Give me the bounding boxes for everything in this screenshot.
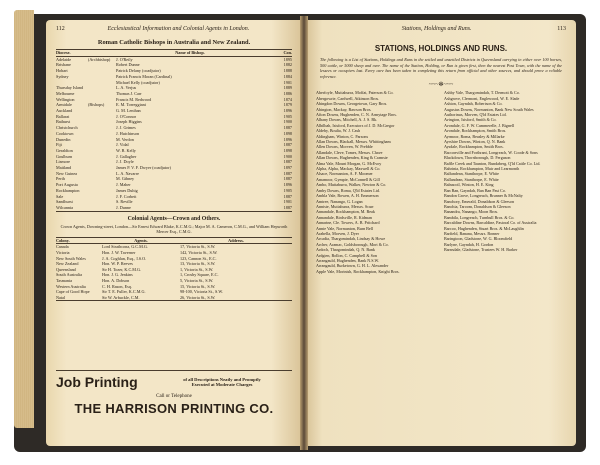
bishop-name: L. A. Verjus: [116, 85, 137, 91]
bishops-header-row: [56, 50, 292, 57]
bishop-name: James Duhig: [116, 187, 138, 193]
bishop-name: L. A. Navarre: [116, 170, 140, 176]
station-entry: Ballandean, Stanthorpe, E. White: [444, 176, 499, 182]
ad-detail-1: of all Descriptions Neatly and Promptly: [183, 377, 261, 382]
bishop-diocese: Dunedin: [56, 136, 71, 142]
colony-agent: Hon. W. P. Reeves: [102, 261, 133, 267]
station-entry: Arrangauld, Burketown, G. H. L. Alexander: [316, 263, 389, 269]
right-running-head-text: Stations, Holdings and Runs.: [401, 26, 472, 32]
right-running-head: [306, 20, 576, 32]
station-entry: Ban Ban, Gayndah, Ban Ban Past Co.: [444, 187, 506, 193]
header-agents: Agents.: [134, 237, 148, 243]
station-entry: Ashby Vale, Thargomindah, T. Dermott & Co.: [444, 90, 520, 96]
printing-advert: [56, 370, 292, 446]
station-entry: Baffle Creek and Taunton, Bundaberg, Q'ld Cattle Co. Ltd.: [444, 160, 541, 166]
colony-address: 1, Victoria St., S.W.: [180, 266, 214, 272]
station-entry: Ayrmoor, Roma, Beasley & Millarke: [444, 133, 505, 139]
station-entry: Annarine, Cle. Towers, A. B. Pritchard: [316, 220, 380, 226]
station-entry: Ayrshire Downs, Winton, Q. N. Bank: [444, 139, 506, 145]
station-entry: Annie Vale, Normanton, Burn Bell: [316, 225, 373, 231]
bishop-diocese: Auckland: [56, 108, 73, 114]
colonial-rows: [56, 244, 292, 300]
bishop-name: Thomas J. Carr: [116, 90, 142, 96]
colony-agent: J. A. Coghlan, Esq., I.S.O.: [102, 255, 147, 261]
station-entry: Ashton, Gayndah, Robertson & Co.: [444, 101, 503, 107]
left-running-head-text: Ecclesiastical Information and Colonial Agents in London.: [107, 26, 250, 32]
bishop-year: 1887: [283, 193, 292, 199]
bishop-diocese: New Guinea: [56, 170, 78, 176]
bishop-year: 1874: [283, 96, 292, 102]
colony-agent: Hon. J. W. Taverner: [102, 250, 136, 256]
station-entry: Bambila, Longreach, Turnbull Bros. & Co.: [444, 214, 515, 220]
bishop-name: M. Verdon: [116, 136, 134, 142]
bishop-year: 1905: [283, 113, 292, 119]
colony-address: 98-100, Victoria St., S.W.: [180, 289, 224, 295]
station-entry: Allandale, Cleve, Tomes, Messrs. Chave: [316, 149, 383, 155]
bishop-diocese: Sydney: [56, 73, 69, 79]
bishop-name: J. F. Corbett: [116, 193, 137, 199]
bishop-name: Robert Dunne: [116, 62, 140, 68]
station-entry: Aldeby, Boulia, W. J. Cash: [316, 128, 361, 134]
header-con: Con.: [283, 50, 292, 55]
station-entry: Ardoch, Thargomindah, Q. N. Bank: [316, 247, 375, 253]
station-entry: Barfield, Banana, Messrs. Bonner: [444, 230, 500, 236]
station-entry: Aberfoyle, Muttaburra, Moffat, Paterson & Co.: [316, 90, 394, 96]
bishop-name: S. Reville: [116, 199, 133, 205]
bishop-year: 1905: [283, 187, 292, 193]
ad-call: Call or Telephone: [156, 394, 192, 399]
bishop-name: J. O'Reily: [116, 56, 133, 62]
station-entry: Amamoor, Gympie, McConnell & Gill: [316, 176, 380, 182]
bishop-year: 1900: [283, 119, 292, 125]
station-entry: Blackdown, Thornborough, D. Ferguson: [444, 155, 511, 161]
station-entry: Ashgrove, Clermont, Englewood, W. E. Slade: [444, 95, 520, 101]
header-bishop: Name of Bishop.: [175, 50, 205, 55]
bishop-name: J. J. Grimes: [116, 125, 136, 131]
bishops-table: [56, 49, 292, 212]
bishop-diocese: Sale: [56, 193, 64, 199]
station-entry: Albilbah, Isisford, Executors of J. D. McGregor: [316, 122, 395, 128]
station-entry: Banchory, Emerald, Donaldson & Gleeson: [444, 198, 514, 204]
station-entry: Banandra, Nanango, Moon Bros.: [444, 209, 499, 215]
bishop-diocese: Bathurst: [56, 119, 71, 125]
bishop-year: 1887: [283, 170, 292, 176]
colonial-header-row: [56, 238, 292, 245]
bishop-diocese: Lismore: [56, 159, 70, 165]
bishop-year: 1887: [283, 142, 292, 148]
colony-address: 123, Cannon St., E.C.: [180, 255, 217, 261]
station-entry: Banchia, Taroom, Donaldson & Gleeson: [444, 203, 511, 209]
colonial-intro: Crown Agents, Downing-street, London—Sir Ernest Edward Blake, K.C.M.G.; Major M. A. Cameron, C.M.G., and William Hepworth Mercer Esq., C.M.G.: [60, 223, 288, 235]
bishop-name: J. Vidal: [116, 142, 129, 148]
station-entry: Amtree, Nanango, G. Logan: [316, 198, 363, 204]
station-entry: Apple Vale, Morinish, Rockhampton, Knight Bros.: [316, 268, 400, 274]
colony-agent: Hon. A. Dobson: [102, 278, 130, 284]
bishop-name: J. Hutchinson: [116, 130, 140, 136]
bishop-diocese: Port Augusta: [56, 182, 78, 188]
colony-name: Tasmania: [56, 278, 72, 284]
bishop-year: 1886: [283, 90, 292, 96]
colony-name: Natal: [56, 294, 66, 300]
bishop-year: 1888: [283, 68, 292, 74]
colony-address: 15, Victoria St., S.W.: [180, 283, 216, 289]
station-entry: Annandale, Rockhampton, M. Beak: [316, 209, 375, 215]
bishop-diocese: Armidale: [56, 102, 72, 108]
station-entry: Avondale, Rockhampton, Smith Bros.: [444, 128, 507, 134]
colony-address: 142, Victoria St., S.W.: [180, 250, 218, 256]
colony-address: 17, Victoria St., S.W.: [180, 244, 216, 250]
colony-name: Victoria: [56, 250, 70, 256]
stations-left-column: [316, 90, 438, 274]
bishop-diocese: Ballarat: [56, 113, 70, 119]
colony-name: Cape of Good Hope: [56, 289, 90, 295]
bishop-name: M. Gibney: [116, 176, 135, 182]
stations-right-column: [444, 90, 566, 274]
bishop-year: 1889: [283, 85, 292, 91]
colony-name: South Australia: [56, 272, 82, 278]
colonial-title: Colonial Agents—Crown and Others.: [127, 215, 221, 222]
station-entry: Bacconville and Forthrant, Longreach, W. Coode & Sons: [444, 149, 538, 155]
ad-detail-2: Executed at Moderate Charges: [191, 382, 253, 387]
bishop-name: James P. V. F. Dwyer (coadjutor): [116, 165, 171, 171]
colony-name: Western Australia: [56, 283, 86, 289]
header-colony: Colony.: [56, 237, 70, 243]
station-entry: Allan Downs, Blackall, Messrs. Whittingham: [316, 139, 391, 145]
station-entry: Barcaldine Downs, Barcaldine, Pastoral Co. of Australia: [444, 220, 537, 226]
bishop-year: 1898: [283, 130, 292, 136]
station-entry: Aysdale, Rockhampton, Smith Bros.: [444, 144, 504, 150]
bishop-year: 1901: [283, 199, 292, 205]
stations-title: STATIONS, HOLDINGS AND RUNS.: [374, 44, 508, 53]
bishop-year: 1887: [283, 204, 292, 210]
station-entry: Anniste, Muttaburra, Messrs. Scurr: [316, 203, 374, 209]
station-entry: Bandon Grove, Longreach, Brunner & McNalty: [444, 193, 523, 199]
bishop-year: 1897: [283, 165, 292, 171]
colonial-row: [56, 295, 292, 301]
bishop-name: G. M. Lenihan: [116, 108, 141, 114]
bishop-name: J. Dunne: [116, 204, 131, 210]
bishop-diocese: Rockhampton: [56, 187, 80, 193]
bishop-name: W. B. Kelly: [116, 147, 136, 153]
colony-agent: Sir T. E. Fuller, K.C.M.G.: [102, 289, 146, 295]
bishop-diocese: Cooktown: [56, 130, 74, 136]
bishop-year: 1896: [283, 136, 292, 142]
station-entry: Afton Downs, Hughenden, C. N. Armytage Bros.: [316, 112, 397, 117]
bishop-name: E. M. Torreggiani: [116, 102, 146, 108]
colony-agent: Sir H. Tozer, K.C.M.G.: [102, 266, 142, 272]
bishop-year: 1896: [283, 182, 292, 188]
bishop-name: J. J. Doyle: [116, 159, 134, 165]
bishop-diocese: Thursday Island: [56, 85, 84, 91]
station-entry: Arabella, Morven, J. Dyer: [316, 230, 359, 236]
colony-address: 13, Victoria St., S.W.: [180, 261, 216, 267]
station-entry: Alma Vale, Mount Morgan, G. McEvoy: [316, 160, 382, 166]
station-entry: Aldingham, Winton, C. Parsons: [316, 133, 369, 139]
stations-columns: [306, 90, 576, 274]
bishop-diocese: Melbourne: [56, 90, 75, 96]
bishop-name: Joseph Higgins: [116, 119, 142, 125]
station-entry: Abington, Mackay, Bawson Bros.: [316, 106, 372, 112]
station-entry: Augustus Downs, Normanton, Bank New South Wales: [444, 106, 534, 112]
bishop-year: 1896: [283, 108, 292, 114]
bishops-title: Roman Catholic Bishops in Australia and New Zealand.: [97, 39, 251, 46]
station-entry: Abergowrie, Cardwell, Atkinson Bros.: [316, 95, 380, 101]
colony-agent: Lord Strathcona, G.C.M.G.: [102, 244, 148, 250]
bishop-rank: (Archbishop): [88, 56, 111, 62]
bishop-name: Patrick Francis Moran (Cardinal): [116, 73, 172, 79]
station-entry: Balfandean, Stanthorpe, E. White: [444, 171, 499, 177]
right-page: [306, 20, 576, 446]
colony-name: Queensland: [56, 266, 76, 272]
bishop-diocese: Perth: [56, 176, 65, 182]
left-page: [46, 20, 302, 446]
bishop-name: J. Gallagher: [116, 153, 137, 159]
bishop-year: 1887: [283, 125, 292, 131]
station-entry: Albany Downs, Mitchell, A. J. S. Bk.: [316, 117, 378, 123]
station-entry: Bahrinia, Rockhampton, Muir and Learmonth: [444, 166, 520, 172]
station-entry: Ambo, Muttaburra, Walker, Newton & Co.: [316, 182, 387, 188]
station-entry: Avington, Isisford, Smith & Co.: [444, 117, 497, 123]
colony-agent: C. H. Rason, Esq.: [102, 283, 132, 289]
header-diocese: Diocese.: [56, 50, 71, 55]
bishop-diocese: Hobart: [56, 68, 68, 74]
station-entry: Annandale, Birdsville, R. Kidman: [316, 214, 372, 220]
station-entry: Arrangauld, Hughenden, Bank N.S.W.: [316, 257, 380, 263]
colony-name: New Zealand: [56, 261, 79, 267]
right-page-number: 113: [557, 26, 566, 32]
bishop-rank: (Bishops): [88, 102, 105, 108]
station-entry: Balnacoil, Winton, H. E. King: [444, 182, 494, 188]
station-entry: Baringtoon, Gladstone, W. G. Bloomfield: [444, 236, 513, 242]
colony-agent: Sir W. Arbuckle, C.M.: [102, 294, 140, 300]
station-entry: Amby Downs, Roma, Q'ld Estates Ltd.: [316, 187, 380, 193]
ad-headline: Job Printing: [56, 374, 138, 390]
bishop-name: Michael Kelly (coadjutor): [116, 79, 160, 85]
ornament-divider: ~~~✻~~~: [428, 82, 454, 89]
left-running-head: [46, 20, 302, 32]
ad-company: THE HARRISON PRINTING CO.: [74, 401, 274, 416]
station-entry: Allen Downs, Morven, W. Prebble: [316, 144, 373, 150]
colony-name: Canada: [56, 244, 69, 250]
bishop-year: 1898: [283, 147, 292, 153]
bishop-year: 1879: [283, 102, 292, 108]
station-entry: Authorinus, Morven, Q'ld Estates Ltd.: [444, 112, 507, 117]
station-entry: Ardgien, Bollon, C. Campbell & Son: [316, 252, 377, 258]
bishop-diocese: Christchurch: [56, 125, 78, 131]
station-entry: Arcadia, Thargomindah, Lindsay & Howe: [316, 236, 386, 242]
bishop-diocese: Adelaide: [56, 56, 72, 62]
colony-name: New South Wales: [56, 255, 86, 261]
bishop-diocese: Maitland: [56, 165, 72, 171]
colony-address: 5, Victoria St., S.W.: [180, 278, 214, 284]
station-entry: Barcoo, Hughenden, Stuart Bros. & McLaughlin: [444, 225, 524, 231]
bishop-diocese: Fiji: [56, 142, 62, 148]
colonial-table: [56, 237, 292, 302]
bishop-row: [56, 205, 292, 211]
bishop-name: J. Maher: [116, 182, 131, 188]
bishops-rows: [56, 57, 292, 211]
station-entry: Ambla Vale, Bowen, A. H. Emmerson: [316, 193, 379, 199]
bishop-diocese: Goulburn: [56, 153, 73, 159]
bishop-diocese: Geraldton: [56, 147, 73, 153]
stations-intro: The following is a List of Stations, Holdings and Runs in the settled and unsettled Districts in Queensland carrying in either over 100 horses, 500 cattle, or 5000 sheep and over. The name of the Station, Holding, or Run is given first, then the nearest Post Town, with the name of the lessees or occupiers last. Every care has been taken in completing this return from official and other sources, and should prove a reliable reference.: [320, 57, 562, 79]
station-entry: Archer, Aramac, Goldsborough, Mort & Co.: [316, 241, 389, 247]
bishop-year: 1884: [283, 73, 292, 79]
bishop-diocese: Wilcannia: [56, 204, 74, 210]
colony-address: 1, Crosby Square, E.C.: [180, 272, 219, 278]
left-page-number: 112: [56, 26, 65, 32]
bishop-year: 1887: [283, 176, 292, 182]
station-entry: Barnsdale, Gladstone, Trustees W. H. Barker: [444, 247, 518, 253]
bishop-rank: [88, 205, 116, 211]
bishop-name: Patrick Delany (coadjutor): [116, 68, 161, 74]
colony-agent: Hon. J. G. Jenkins: [102, 272, 133, 278]
book-gutter: [300, 16, 308, 450]
bishop-name: Francis M. Redwood: [116, 96, 152, 102]
bishop-year: 1895: [283, 56, 292, 62]
bishop-diocese: Brisbane: [56, 62, 71, 68]
station-entry: Alsace, Normanton, A. F. Moomer: [316, 171, 373, 177]
bishop-year: 1900: [283, 153, 292, 159]
bishop-year: 1901: [283, 79, 292, 85]
header-address: Address.: [228, 237, 244, 243]
station-entry: Barlyne, Gayndah, H. Gordon: [444, 241, 494, 247]
bishop-diocese: Wellington: [56, 96, 75, 102]
colony-address: 26, Victoria St., S.W.: [180, 294, 216, 300]
bishop-name: J. O'Connor: [116, 113, 137, 119]
bishop-diocese: Sandhurst: [56, 199, 73, 205]
bishop-year: 1887: [283, 159, 292, 165]
station-entry: Alpha, Alpha, Mackay, Maxwell & Co.: [316, 166, 381, 172]
bishop-year: 1882: [283, 62, 292, 68]
station-entry: Allan Downs, Hughenden, King & Cramsie: [316, 155, 388, 161]
station-entry: Avondale, G. F. W. Cummerelle, J. Bignell: [444, 122, 515, 128]
station-entry: Abingdon Downs, Georgetown, Gary Bros.: [316, 101, 388, 107]
